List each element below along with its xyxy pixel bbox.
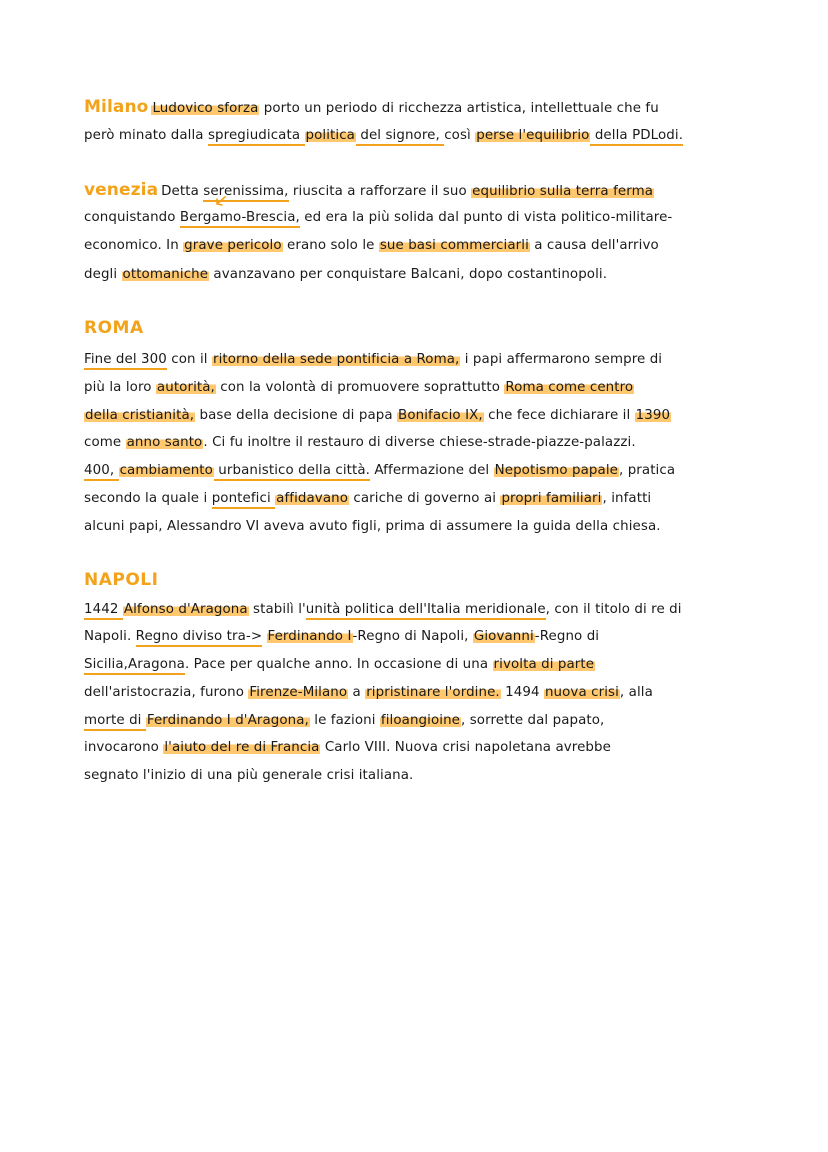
text-run: come: [84, 435, 126, 450]
underlined-text: serenissima,: [203, 184, 288, 202]
text-run: le fazioni: [309, 713, 380, 728]
roma-line-4: [84, 434, 636, 452]
highlighted-text: sue basi commerciarli: [379, 238, 529, 253]
arrow-icon: [212, 195, 228, 209]
highlighted-text: equilibrio sulla terra ferma: [472, 184, 654, 199]
highlighted-text: ritorno della sede pontificia a Roma,: [212, 352, 460, 367]
napoli-line-4: [84, 684, 653, 702]
text-run: secondo la quale i: [84, 491, 212, 506]
text-run: , infatti: [602, 491, 652, 506]
text-run: riuscita a rafforzare il suo: [288, 184, 472, 199]
text-run: con la volontà di promuovere soprattutto: [215, 380, 505, 395]
underlined-text: Fine del 300: [84, 352, 167, 370]
text-run: stabilì l': [248, 602, 306, 617]
text-run: , sorrette dal papato,: [461, 713, 605, 728]
highlighted-text: Ludovico sforza: [152, 101, 259, 116]
underlined-text: Bergamo-Brescia,: [180, 210, 300, 228]
text-run: invocarono: [84, 740, 164, 755]
text-run: segnato l'inizio di una più generale crisi italiana.: [84, 768, 414, 783]
napoli-line-6: [84, 739, 611, 757]
highlighted-text: Bonifacio IX,: [398, 408, 483, 423]
highlighted-text: Nepotismo papale: [494, 463, 618, 478]
napoli-line-5: [84, 712, 604, 730]
highlighted-text: l'aiuto del re di Francia: [164, 740, 320, 755]
roma-title: ROMA: [84, 318, 144, 338]
text-run: cariche di governo ai: [349, 491, 501, 506]
venezia-line-1: [84, 181, 654, 201]
highlighted-text: nuova crisi: [544, 685, 619, 700]
text-run: ed era la più solida dal punto di vista politico-militare-: [299, 210, 673, 225]
text-run: Napoli.: [84, 629, 136, 644]
underlined-text: 400,: [84, 463, 119, 481]
text-run: , alla: [619, 685, 653, 700]
highlighted-text: Ferdinando I: [267, 629, 352, 644]
napoli-line-1: [84, 601, 682, 619]
highlighted-text: rivolta di parte: [493, 657, 595, 672]
text-run: a causa dell'arrivo: [529, 238, 659, 253]
text-run: -Regno di Napoli,: [352, 629, 473, 644]
text-run: a: [348, 685, 366, 700]
underlined-text: morte di: [84, 713, 146, 731]
roma-line-2: [84, 379, 634, 397]
underlined-text: Sicilia,Aragona: [84, 657, 185, 675]
text-run: . Ci fu inoltre il restauro di diverse chiese-strade-piazze-palazzi.: [203, 435, 636, 450]
highlighted-text: della cristianità,: [85, 408, 195, 423]
roma-line-7: [84, 518, 661, 536]
milano-line-1: [84, 98, 659, 118]
text-run: così: [444, 128, 476, 143]
highlighted-text: affidavano: [276, 491, 349, 506]
milano-line-2: [84, 127, 683, 145]
highlighted-text: 1390: [635, 408, 671, 423]
underlined-text: pontefici: [212, 491, 275, 509]
highlighted-text: Ferdinando I d'Aragona,: [146, 713, 309, 728]
text-run: Affermazione del: [370, 463, 494, 478]
highlighted-text: cambiamento: [119, 463, 213, 478]
text-run: però minato dalla: [84, 128, 208, 143]
underlined-text: della PDLodi.: [590, 128, 683, 146]
underlined-text: unità politica dell'Italia meridionale: [306, 602, 546, 620]
text-run: Carlo VIII. Nuova crisi napoletana avrebbe: [320, 740, 611, 755]
venezia-line-2: [84, 209, 672, 227]
text-run: base della decisione di papa: [195, 408, 398, 423]
highlighted-text: anno santo: [126, 435, 203, 450]
highlighted-text: grave pericolo: [184, 238, 282, 253]
text-run: . Pace per qualche anno. In occasione di una: [184, 657, 493, 672]
highlighted-text: Roma come centro: [505, 380, 634, 395]
underlined-text: spregiudicata: [208, 128, 305, 146]
roma-line-1: [84, 351, 662, 369]
highlighted-text: filoangioine: [380, 713, 461, 728]
text-run: alcuni papi, Alessandro VI aveva avuto figli, prima di assumere la guida della chiesa.: [84, 519, 661, 534]
text-run: Detta: [161, 184, 204, 199]
napoli-title: NAPOLI: [84, 570, 159, 590]
highlighted-text: Alfonso d'Aragona: [123, 602, 248, 617]
text-run: che fece dichiarare il: [483, 408, 635, 423]
text-run: conquistando: [84, 210, 180, 225]
text-run: i papi affermarono sempre di: [460, 352, 663, 367]
text-run: [262, 629, 266, 644]
underlined-text: 1442: [84, 602, 123, 620]
text-run: più la loro: [84, 380, 156, 395]
underlined-text: del signore,: [356, 128, 444, 146]
roma-line-6: [84, 490, 651, 508]
underlined-text: Regno diviso tra->: [136, 629, 262, 647]
text-run: con il: [166, 352, 212, 367]
highlighted-text: Firenze-Milano: [249, 685, 348, 700]
text-run: 1494: [500, 685, 544, 700]
text-run: dell'aristocrazia, furono: [84, 685, 249, 700]
text-run: , con il titolo di re di: [545, 602, 682, 617]
venezia-title: venezia: [84, 180, 159, 200]
roma-line-3: [84, 407, 671, 425]
napoli-line-7: [84, 767, 413, 785]
text-run: erano solo le: [282, 238, 379, 253]
highlighted-text: Giovanni: [473, 629, 534, 644]
underlined-text: urbanistico della città.: [214, 463, 370, 481]
text-run: avanzavano per conquistare Balcani, dopo costantinopoli.: [209, 267, 608, 282]
text-run: -Regno di: [534, 629, 600, 644]
highlighted-text: ripristinare l'ordine.: [366, 685, 500, 700]
text-run: porto un periodo di ricchezza artistica, intellettuale che fu: [259, 101, 659, 116]
highlighted-text: ottomaniche: [122, 267, 209, 282]
venezia-line-3: [84, 237, 659, 255]
napoli-line-3: [84, 656, 595, 674]
text-run: degli: [84, 267, 122, 282]
napoli-line-2: [84, 628, 599, 646]
milano-title: Milano: [84, 97, 149, 117]
venezia-line-4: [84, 266, 607, 284]
highlighted-text: propri familiari: [501, 491, 602, 506]
text-run: , pratica: [618, 463, 676, 478]
highlighted-text: perse l'equilibrio: [476, 128, 590, 143]
highlighted-text: autorità,: [156, 380, 215, 395]
roma-line-5: [84, 462, 675, 480]
text-run: economico. In: [84, 238, 184, 253]
highlighted-text: politica: [305, 128, 355, 143]
